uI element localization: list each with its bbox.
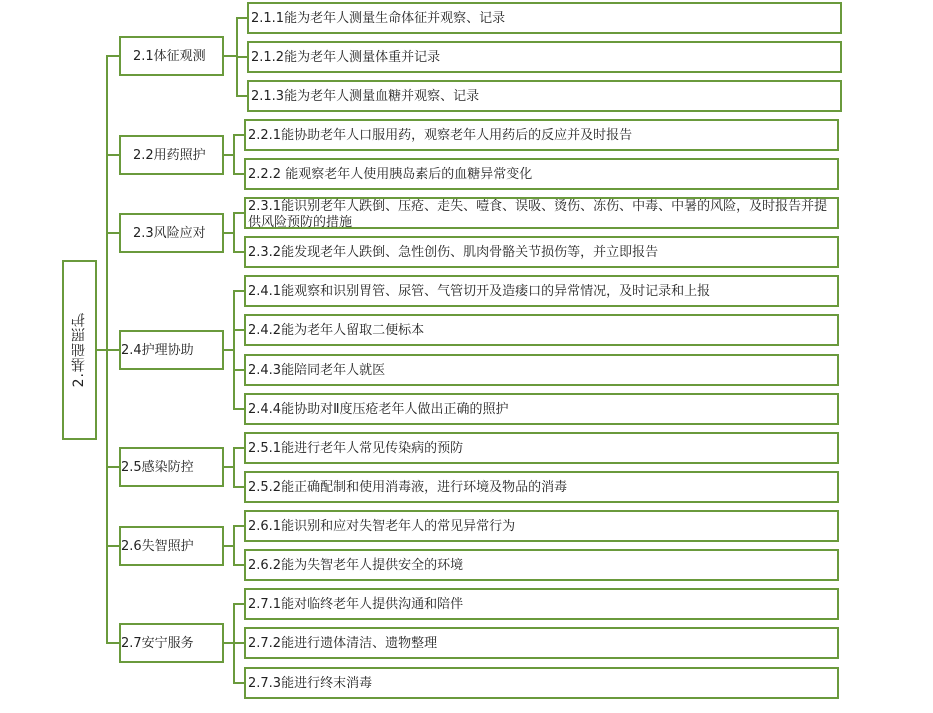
- category-2-2[interactable]: [119, 135, 224, 175]
- item-2-5-2[interactable]: [244, 471, 839, 503]
- item-label: 2.1.2能为老年人测量体重并记录: [251, 49, 441, 65]
- category-label: 2.4护理协助: [121, 342, 194, 358]
- item-label: 2.6.2能为失智老年人提供安全的环境: [248, 557, 464, 573]
- item-2-1-1[interactable]: [247, 2, 842, 34]
- item-label: 2.4.4能协助对Ⅱ度压疮老年人做出正确的照护: [248, 401, 509, 417]
- category-label: 2.5感染防控: [121, 459, 194, 475]
- item-2-4-3[interactable]: [244, 354, 839, 386]
- category-label: 2.2用药照护: [133, 147, 206, 163]
- leaf-trunk: [233, 290, 235, 410]
- cat-connector: [106, 642, 119, 644]
- item-2-1-2[interactable]: [247, 41, 842, 73]
- category-label: 2.1体征观测: [133, 48, 206, 64]
- category-2-7[interactable]: [119, 623, 224, 663]
- cat-connector: [106, 154, 119, 156]
- item-2-3-1[interactable]: [244, 197, 839, 229]
- item-2-4-1[interactable]: [244, 275, 839, 307]
- item-2-6-1[interactable]: [244, 510, 839, 542]
- item-label: 2.3.2能发现老年人跌倒、急性创伤、肌肉骨骼关节损伤等，并立即报告: [248, 244, 659, 260]
- cat-connector: [106, 55, 119, 57]
- item-2-1-3[interactable]: [247, 80, 842, 112]
- item-2-4-2[interactable]: [244, 314, 839, 346]
- item-label: 2.6.1能识别和应对失智老年人的常见异常行为: [248, 518, 516, 534]
- category-label: 2.7安宁服务: [121, 635, 194, 651]
- item-label: 2.5.1能进行老年人常见传染病的预防: [248, 440, 464, 456]
- category-2-5[interactable]: [119, 447, 224, 487]
- item-2-7-3[interactable]: [244, 667, 839, 699]
- category-2-6[interactable]: [119, 526, 224, 566]
- item-2-4-4[interactable]: [244, 393, 839, 425]
- category-label: 2.6失智照护: [121, 538, 194, 554]
- item-2-7-2[interactable]: [244, 627, 839, 659]
- item-2-2-1[interactable]: [244, 119, 839, 151]
- root-node[interactable]: [62, 260, 97, 440]
- item-2-3-2[interactable]: [244, 236, 839, 268]
- item-label: 2.2.2 能观察老年人使用胰岛素后的血糖异常变化: [248, 166, 533, 182]
- item-label: 2.4.3能陪同老年人就医: [248, 362, 386, 378]
- cat-connector: [106, 349, 119, 351]
- item-label: 2.3.1能识别老年人跌倒、压疮、走失、噎食、误吸、烫伤、冻伤、中毒、中暑的风险，及时报告并提供风险预防的措施: [248, 199, 828, 230]
- category-2-3[interactable]: [119, 213, 224, 253]
- category-label: 2.3风险应对: [133, 225, 206, 241]
- item-2-2-2[interactable]: [244, 158, 839, 190]
- item-label: 2.7.2能进行遗体清洁、遗物整理: [248, 635, 438, 651]
- cat-connector: [106, 232, 119, 234]
- leaf-trunk: [233, 134, 235, 175]
- item-label: 2.2.1能协助老年人口服用药，观察老年人用药后的反应并及时报告: [248, 127, 633, 143]
- item-label: 2.5.2能正确配制和使用消毒液，进行环境及物品的消毒: [248, 479, 568, 495]
- cat-connector: [106, 466, 119, 468]
- item-2-6-2[interactable]: [244, 549, 839, 581]
- root-label: 2.基础照护: [71, 312, 87, 388]
- item-label: 2.4.1能观察和识别胃管、尿管、气管切开及造瘘口的异常情况，及时记录和上报: [248, 283, 711, 299]
- item-label: 2.7.3能进行终末消毒: [248, 675, 373, 691]
- leaf-trunk: [233, 447, 235, 488]
- leaf-trunk: [233, 212, 235, 253]
- item-label: 2.4.2能为老年人留取二便标本: [248, 322, 425, 338]
- cat-connector: [106, 545, 119, 547]
- item-2-5-1[interactable]: [244, 432, 839, 464]
- category-2-1[interactable]: [119, 36, 224, 76]
- category-2-4[interactable]: [119, 330, 224, 370]
- item-label: 2.1.1能为老年人测量生命体征并观察、记录: [251, 10, 506, 26]
- item-2-7-1[interactable]: [244, 588, 839, 620]
- leaf-trunk: [233, 525, 235, 566]
- item-label: 2.7.1能对临终老年人提供沟通和陪伴: [248, 596, 464, 612]
- item-label: 2.1.3能为老年人测量血糖并观察、记录: [251, 88, 480, 104]
